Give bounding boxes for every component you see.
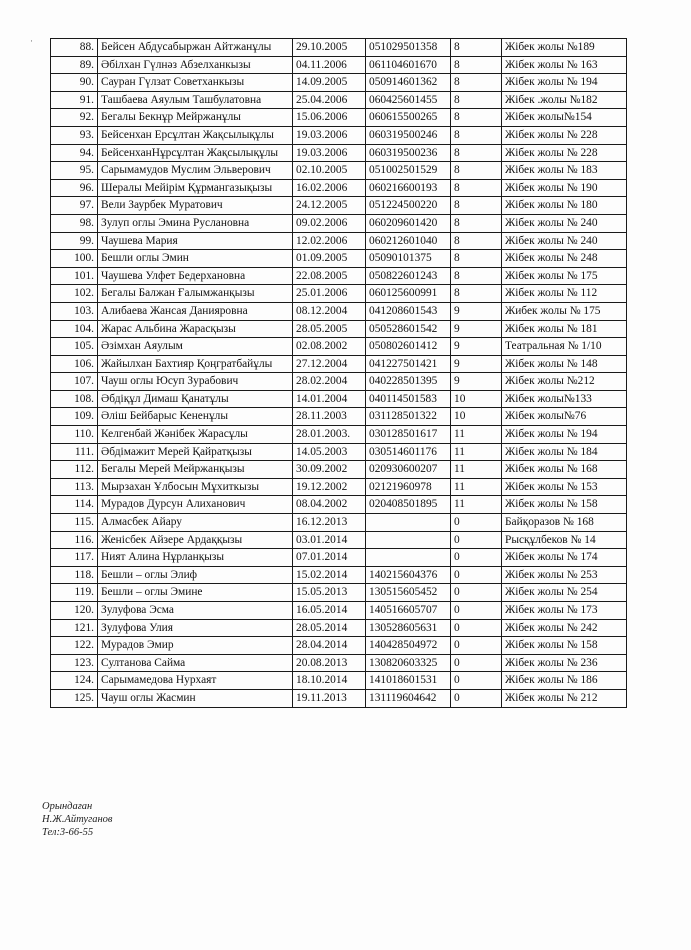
grade-cell: 11: [451, 426, 502, 444]
row-number-cell: 90.: [51, 74, 98, 92]
birth-date-cell: 28.01.2003.: [293, 426, 366, 444]
row-number-cell: 95.: [51, 162, 98, 180]
birth-date-cell: 15.05.2013: [293, 584, 366, 602]
student-name-cell: Зулуп оглы Эмина Руслановна: [98, 214, 293, 232]
address-cell: Жібек жолы № 174: [502, 549, 627, 567]
iin-number-cell: [366, 531, 451, 549]
grade-cell: 0: [451, 514, 502, 532]
iin-number-cell: 050822601243: [366, 267, 451, 285]
birth-date-cell: 25.01.2006: [293, 285, 366, 303]
table-row: [51, 654, 627, 672]
student-name-cell: Әліш Бейбарыс Кененұлы: [98, 408, 293, 426]
row-number-cell: 88.: [51, 39, 98, 57]
address-cell: Жибек жолы № 175: [502, 302, 627, 320]
address-cell: Жібек жолы № 236: [502, 654, 627, 672]
student-name-cell: Әбдімажит Мерей Қайратқызы: [98, 443, 293, 461]
student-name-cell: БейсенханНұрсұлтан Жақсылықұлы: [98, 144, 293, 162]
grade-cell: 9: [451, 302, 502, 320]
row-number-cell: 106.: [51, 355, 98, 373]
birth-date-cell: 19.11.2013: [293, 689, 366, 707]
row-number-cell: 117.: [51, 549, 98, 567]
iin-number-cell: 020930600207: [366, 461, 451, 479]
grade-cell: 8: [451, 197, 502, 215]
table-row: [51, 39, 627, 57]
row-number-cell: 107.: [51, 373, 98, 391]
table-row: [51, 162, 627, 180]
table-row: [51, 214, 627, 232]
student-name-cell: Шералы Мейірім Құрмангазықызы: [98, 179, 293, 197]
table-row: [51, 338, 627, 356]
student-name-cell: Бегалы Бекнұр Мейржанұлы: [98, 109, 293, 127]
iin-number-cell: 060319500236: [366, 144, 451, 162]
iin-number-cell: 041208601543: [366, 302, 451, 320]
address-cell: Жібек жолы № 240: [502, 214, 627, 232]
birth-date-cell: 18.10.2014: [293, 672, 366, 690]
birth-date-cell: 16.02.2006: [293, 179, 366, 197]
birth-date-cell: 28.11.2003: [293, 408, 366, 426]
birth-date-cell: 24.12.2005: [293, 197, 366, 215]
student-name-cell: Зулуфова Улия: [98, 619, 293, 637]
grade-cell: 0: [451, 619, 502, 637]
table-row: [51, 144, 627, 162]
table-row: [51, 496, 627, 514]
address-cell: Театральная № 1/10: [502, 338, 627, 356]
iin-number-cell: 020408501895: [366, 496, 451, 514]
row-number-cell: 123.: [51, 654, 98, 672]
grade-cell: 8: [451, 39, 502, 57]
birth-date-cell: 08.04.2002: [293, 496, 366, 514]
birth-date-cell: 08.12.2004: [293, 302, 366, 320]
table-row: [51, 566, 627, 584]
row-number-cell: 120.: [51, 602, 98, 620]
iin-number-cell: [366, 549, 451, 567]
birth-date-cell: 19.03.2006: [293, 126, 366, 144]
row-number-cell: 104.: [51, 320, 98, 338]
address-cell: Жібек жолы № 163: [502, 56, 627, 74]
table-row: [51, 689, 627, 707]
row-number-cell: 92.: [51, 109, 98, 127]
student-name-cell: Бегалы Балжан Ғалымжанқызы: [98, 285, 293, 303]
grade-cell: 8: [451, 144, 502, 162]
birth-date-cell: 29.10.2005: [293, 39, 366, 57]
birth-date-cell: 28.05.2005: [293, 320, 366, 338]
student-name-cell: Алмасбек Айару: [98, 514, 293, 532]
birth-date-cell: 14.05.2003: [293, 443, 366, 461]
grade-cell: 0: [451, 531, 502, 549]
grade-cell: 8: [451, 162, 502, 180]
grade-cell: 8: [451, 126, 502, 144]
row-number-cell: 118.: [51, 566, 98, 584]
birth-date-cell: 19.03.2006: [293, 144, 366, 162]
address-cell: Жібек жолы № 212: [502, 689, 627, 707]
student-name-cell: Жайылхан Бахтияр Қоңгратбайұлы: [98, 355, 293, 373]
address-cell: Жібек жолы № 180: [502, 197, 627, 215]
grade-cell: 10: [451, 408, 502, 426]
address-cell: Жібек жолы № 254: [502, 584, 627, 602]
row-number-cell: 105.: [51, 338, 98, 356]
table-row: [51, 461, 627, 479]
student-name-cell: Мурадов Эмир: [98, 637, 293, 655]
address-cell: Жібек жолы № 181: [502, 320, 627, 338]
address-cell: Жібек жолы № 242: [502, 619, 627, 637]
student-name-cell: Әзімхан Аяулым: [98, 338, 293, 356]
row-number-cell: 122.: [51, 637, 98, 655]
grade-cell: 0: [451, 672, 502, 690]
grade-cell: 9: [451, 320, 502, 338]
student-name-cell: Әбілхан Гүлнәз Абзелханкызы: [98, 56, 293, 74]
row-number-cell: 109.: [51, 408, 98, 426]
student-name-cell: Ташбаева Аяулым Ташбулатовна: [98, 91, 293, 109]
student-name-cell: Бешли – оглы Эмине: [98, 584, 293, 602]
address-cell: Жібек жолы № 190: [502, 179, 627, 197]
iin-number-cell: 050528601542: [366, 320, 451, 338]
grade-cell: 11: [451, 496, 502, 514]
table-row: [51, 514, 627, 532]
table-row: [51, 478, 627, 496]
row-number-cell: 91.: [51, 91, 98, 109]
birth-date-cell: 14.09.2005: [293, 74, 366, 92]
iin-number-cell: 051224500220: [366, 197, 451, 215]
document-footer: [42, 800, 112, 839]
birth-date-cell: 22.08.2005: [293, 267, 366, 285]
iin-number-cell: 060216600193: [366, 179, 451, 197]
grade-cell: 9: [451, 373, 502, 391]
iin-number-cell: 130820603325: [366, 654, 451, 672]
row-number-cell: 96.: [51, 179, 98, 197]
address-cell: Рысқұлбеков № 14: [502, 531, 627, 549]
grade-cell: 8: [451, 285, 502, 303]
address-cell: Байқоразов № 168: [502, 514, 627, 532]
birth-date-cell: 15.02.2014: [293, 566, 366, 584]
iin-number-cell: 051002501529: [366, 162, 451, 180]
grade-cell: 11: [451, 461, 502, 479]
address-cell: Жібек жолы № 158: [502, 637, 627, 655]
birth-date-cell: 15.06.2006: [293, 109, 366, 127]
iin-number-cell: 02121960978: [366, 478, 451, 496]
iin-number-cell: 060212601040: [366, 232, 451, 250]
table-row: [51, 179, 627, 197]
iin-number-cell: 060425601455: [366, 91, 451, 109]
birth-date-cell: 16.12.2013: [293, 514, 366, 532]
grade-cell: 8: [451, 74, 502, 92]
address-cell: Жібек жолы № 248: [502, 250, 627, 268]
table-row: [51, 109, 627, 127]
grade-cell: 9: [451, 355, 502, 373]
table-row: [51, 584, 627, 602]
iin-number-cell: 05090101375: [366, 250, 451, 268]
address-cell: Жібек жолы № 184: [502, 443, 627, 461]
grade-cell: 8: [451, 56, 502, 74]
address-cell: Жібек жолы № 153: [502, 478, 627, 496]
footer-signatory: Н.Ж.Айтуганов: [42, 814, 113, 825]
address-cell: Жібек жолы №189: [502, 39, 627, 57]
address-cell: Жібек жолы №212: [502, 373, 627, 391]
student-name-cell: Вели Заурбек Муратович: [98, 197, 293, 215]
grade-cell: 9: [451, 338, 502, 356]
table-row: [51, 408, 627, 426]
row-number-cell: 97.: [51, 197, 98, 215]
table-row: [51, 267, 627, 285]
footer-phone: Тел:3-66-55: [42, 827, 94, 838]
table-row: [51, 250, 627, 268]
table-row: [51, 549, 627, 567]
row-number-cell: 121.: [51, 619, 98, 637]
row-number-cell: 99.: [51, 232, 98, 250]
iin-number-cell: 041227501421: [366, 355, 451, 373]
address-cell: Жібек жолы № 183: [502, 162, 627, 180]
birth-date-cell: 04.11.2006: [293, 56, 366, 74]
table-row: [51, 637, 627, 655]
table-row: [51, 285, 627, 303]
row-number-cell: 89.: [51, 56, 98, 74]
row-number-cell: 114.: [51, 496, 98, 514]
student-name-cell: Ният Алина Нұрланқызы: [98, 549, 293, 567]
grade-cell: 10: [451, 390, 502, 408]
row-number-cell: 111.: [51, 443, 98, 461]
birth-date-cell: 02.08.2002: [293, 338, 366, 356]
address-cell: Жібек жолы № 112: [502, 285, 627, 303]
row-number-cell: 100.: [51, 250, 98, 268]
table-row: [51, 672, 627, 690]
iin-number-cell: 130528605631: [366, 619, 451, 637]
iin-number-cell: 050914601362: [366, 74, 451, 92]
student-name-cell: Чаушева Мария: [98, 232, 293, 250]
student-name-cell: Сарымамудов Муслим Эльверович: [98, 162, 293, 180]
address-cell: Жібек жолы № 168: [502, 461, 627, 479]
iin-number-cell: 050802601412: [366, 338, 451, 356]
iin-number-cell: 131119604642: [366, 689, 451, 707]
birth-date-cell: 30.09.2002: [293, 461, 366, 479]
row-number-cell: 98.: [51, 214, 98, 232]
iin-number-cell: 040114501583: [366, 390, 451, 408]
address-cell: Жібек жолы № 194: [502, 426, 627, 444]
address-cell: Жібек жолы № 186: [502, 672, 627, 690]
grade-cell: 0: [451, 602, 502, 620]
iin-number-cell: 030514601176: [366, 443, 451, 461]
student-name-cell: Зулуфова Эсма: [98, 602, 293, 620]
student-name-cell: Бегалы Мерей Мейржанқызы: [98, 461, 293, 479]
birth-date-cell: 09.02.2006: [293, 214, 366, 232]
iin-number-cell: 061104601670: [366, 56, 451, 74]
row-number-cell: 124.: [51, 672, 98, 690]
student-name-cell: Чаушева Улфет Бедерхановна: [98, 267, 293, 285]
birth-date-cell: 20.08.2013: [293, 654, 366, 672]
table-row: [51, 320, 627, 338]
row-number-cell: 103.: [51, 302, 98, 320]
grade-cell: 8: [451, 91, 502, 109]
iin-number-cell: 051029501358: [366, 39, 451, 57]
table-row: [51, 355, 627, 373]
student-name-cell: Султанова Сайма: [98, 654, 293, 672]
address-cell: Жібек жолы № 240: [502, 232, 627, 250]
row-number-cell: 94.: [51, 144, 98, 162]
student-name-cell: Бешли оглы Эмин: [98, 250, 293, 268]
margin-mark: ·: [30, 36, 33, 46]
grade-cell: 8: [451, 232, 502, 250]
row-number-cell: 116.: [51, 531, 98, 549]
student-name-cell: Чауш оглы Жасмин: [98, 689, 293, 707]
grade-cell: 8: [451, 214, 502, 232]
iin-number-cell: [366, 514, 451, 532]
iin-number-cell: 040228501395: [366, 373, 451, 391]
grade-cell: 8: [451, 250, 502, 268]
birth-date-cell: 12.02.2006: [293, 232, 366, 250]
iin-number-cell: 141018601531: [366, 672, 451, 690]
table-row: [51, 197, 627, 215]
address-cell: Жібек жолы № 194: [502, 74, 627, 92]
grade-cell: 0: [451, 566, 502, 584]
iin-number-cell: 031128501322: [366, 408, 451, 426]
table-row: [51, 126, 627, 144]
iin-number-cell: 060319500246: [366, 126, 451, 144]
row-number-cell: 93.: [51, 126, 98, 144]
row-number-cell: 113.: [51, 478, 98, 496]
table-row: [51, 602, 627, 620]
student-name-cell: Әбдіқұл Димаш Қанатұлы: [98, 390, 293, 408]
table-row: [51, 531, 627, 549]
iin-number-cell: 060125600991: [366, 285, 451, 303]
row-number-cell: 102.: [51, 285, 98, 303]
birth-date-cell: 28.05.2014: [293, 619, 366, 637]
student-name-cell: Чауш оглы Юсуп Зурабович: [98, 373, 293, 391]
birth-date-cell: 14.01.2004: [293, 390, 366, 408]
grade-cell: 11: [451, 443, 502, 461]
iin-number-cell: 060209601420: [366, 214, 451, 232]
table-row: [51, 390, 627, 408]
student-name-cell: Сауран Гүлзат Советханкызы: [98, 74, 293, 92]
address-cell: Жібек жолы № 173: [502, 602, 627, 620]
birth-date-cell: 02.10.2005: [293, 162, 366, 180]
birth-date-cell: 27.12.2004: [293, 355, 366, 373]
student-name-cell: Женісбек Айзере Ардаққызы: [98, 531, 293, 549]
row-number-cell: 119.: [51, 584, 98, 602]
table-row: [51, 373, 627, 391]
table-row: [51, 56, 627, 74]
row-number-cell: 115.: [51, 514, 98, 532]
address-cell: Жібек жолы№76: [502, 408, 627, 426]
row-number-cell: 112.: [51, 461, 98, 479]
table-row: [51, 443, 627, 461]
student-name-cell: Бешли – оглы Элиф: [98, 566, 293, 584]
grade-cell: 0: [451, 654, 502, 672]
student-name-cell: Мырзахан Ұлбосын Мұхиткызы: [98, 478, 293, 496]
birth-date-cell: 25.04.2006: [293, 91, 366, 109]
address-cell: Жібек жолы № 228: [502, 144, 627, 162]
student-name-cell: Келгенбай Жәнібек Жарасұлы: [98, 426, 293, 444]
footer-executed-by: Орындаған: [42, 801, 93, 812]
birth-date-cell: 03.01.2014: [293, 531, 366, 549]
address-cell: Жібек жолы № 228: [502, 126, 627, 144]
table-row: [51, 426, 627, 444]
grade-cell: 0: [451, 549, 502, 567]
student-name-cell: Сарымамедова Нурхаят: [98, 672, 293, 690]
birth-date-cell: 01.09.2005: [293, 250, 366, 268]
student-name-cell: Бейсенхан Ерсұлтан Жақсылықұлы: [98, 126, 293, 144]
grade-cell: 8: [451, 179, 502, 197]
table-row: [51, 302, 627, 320]
student-roster-table: [50, 38, 627, 708]
iin-number-cell: 030128501617: [366, 426, 451, 444]
address-cell: Жібек жолы № 175: [502, 267, 627, 285]
birth-date-cell: 19.12.2002: [293, 478, 366, 496]
address-cell: Жібек жолы № 158: [502, 496, 627, 514]
address-cell: Жібек жолы№133: [502, 390, 627, 408]
student-name-cell: Алибаева Жансая Данияровна: [98, 302, 293, 320]
student-name-cell: Бейсен Абдусабыржан Айтжанұлы: [98, 39, 293, 57]
row-number-cell: 110.: [51, 426, 98, 444]
address-cell: Жібек жолы № 148: [502, 355, 627, 373]
row-number-cell: 101.: [51, 267, 98, 285]
address-cell: Жібек жолы№154: [502, 109, 627, 127]
table-row: [51, 74, 627, 92]
row-number-cell: 108.: [51, 390, 98, 408]
student-name-cell: Мурадов Дурсун Алиханович: [98, 496, 293, 514]
iin-number-cell: 060615500265: [366, 109, 451, 127]
iin-number-cell: 140516605707: [366, 602, 451, 620]
grade-cell: 0: [451, 637, 502, 655]
grade-cell: 0: [451, 689, 502, 707]
student-name-cell: Жарас Альбина Жарасқызы: [98, 320, 293, 338]
birth-date-cell: 28.02.2004: [293, 373, 366, 391]
table-row: [51, 91, 627, 109]
table-row: [51, 232, 627, 250]
birth-date-cell: 28.04.2014: [293, 637, 366, 655]
roster-body: [51, 39, 627, 708]
iin-number-cell: 140428504972: [366, 637, 451, 655]
birth-date-cell: 07.01.2014: [293, 549, 366, 567]
address-cell: Жібек жолы № 253: [502, 566, 627, 584]
iin-number-cell: 130515605452: [366, 584, 451, 602]
iin-number-cell: 140215604376: [366, 566, 451, 584]
address-cell: Жібек .жолы №182: [502, 91, 627, 109]
grade-cell: 11: [451, 478, 502, 496]
grade-cell: 8: [451, 267, 502, 285]
table-row: [51, 619, 627, 637]
grade-cell: 0: [451, 584, 502, 602]
birth-date-cell: 16.05.2014: [293, 602, 366, 620]
grade-cell: 8: [451, 109, 502, 127]
row-number-cell: 125.: [51, 689, 98, 707]
